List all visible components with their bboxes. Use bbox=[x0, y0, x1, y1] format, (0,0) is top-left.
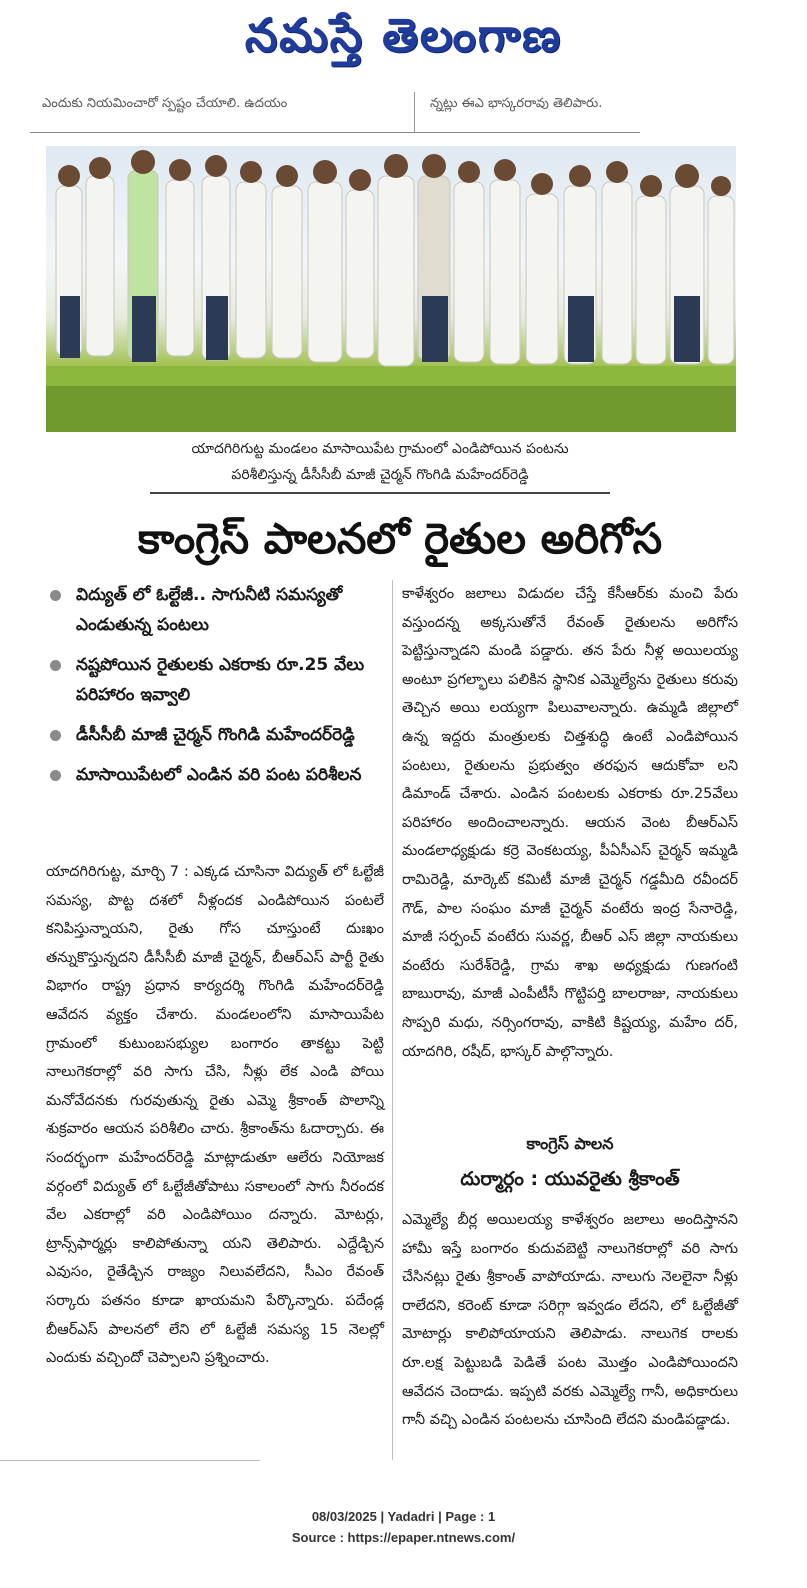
bottom-divider bbox=[0, 1460, 260, 1461]
highlight-item bbox=[50, 580, 395, 640]
highlight-item bbox=[50, 760, 395, 790]
highlights-list bbox=[50, 580, 395, 800]
highlight-text: మాసాయిపేటలో ఎండిన వరి పంట పరిశీలన bbox=[76, 765, 362, 785]
bullet-dot-icon bbox=[50, 660, 61, 671]
newspaper-logo: నమస్తే తెలంగాణ bbox=[244, 8, 563, 62]
previous-article-strip bbox=[30, 92, 640, 133]
sidebar-kicker: కాంగ్రెస్ పాలన bbox=[526, 1134, 614, 1153]
column-divider bbox=[392, 580, 393, 1460]
sidebar-body: ఎమ్మెల్యే బీర్ల అయిలయ్య కాళేశ్వరం జలాలు అందిస్తానని హామీ ఇస్తే బంగారం కుదువబెట్టి నాలుగెకరాల్లో వరి సాగు చేసినట్లు రైతు శ్రీకాంత్ వాపోయాడు. నాలుగు నెలలైనా నీళ్లు రాలేదని, కరెంట్ కూడా సరిగ్గా ఇవ్వడం లేదని, లో ఓల్టేజీతో మోటార్లు కాలిపోయాయని తెలిపాడు. నాలుగెక రాలకు రూ.లక్ష పెట్టుబడి పెడితే పంట మొత్తం ఎండిపోయిందని ఆవేదన చెందాడు. ఇప్పటి వరకు ఎమ్మెల్యే గానీ, అధికారులు గానీ వచ్చి ఎండిన పంటలను చూసింది లేదని మండిపడ్డాడు. bbox=[402, 1212, 738, 1429]
strip-divider bbox=[414, 92, 415, 132]
strip-right-text: న్నట్లు ఈఎ భాస్కరరావు తెలిపారు. bbox=[430, 96, 603, 111]
strip-left-text: ఎందుకు నియమించారో స్పష్టం చేయాలి. ఉదయం bbox=[42, 96, 288, 111]
masthead bbox=[0, 0, 807, 80]
source-link[interactable]: Source : https://epaper.ntnews.com/ bbox=[291, 1530, 516, 1545]
photo-caption bbox=[150, 436, 610, 494]
photo-illustration bbox=[46, 146, 736, 432]
headline: కాంగ్రెస్ పాలనలో రైతుల అరిగోస bbox=[137, 514, 663, 563]
highlight-text: డీసీసీబీ మాజీ చైర్మన్ గొంగిడి మహేందర్‌రెడ్డి bbox=[76, 725, 355, 745]
highlight-text: విద్యుత్ లో ఓల్టేజీ.. సాగునీటి సమస్యతో ఎండుతున్న పంటలు bbox=[76, 585, 343, 635]
edition-info: 08/03/2025 | Yadadri | Page : 1 bbox=[311, 1509, 496, 1524]
bullet-dot-icon bbox=[50, 730, 61, 741]
article-body-right: కాళేశ్వరం జలాలు విడుదల చేస్తే కేసీఆర్‌కు మంచి పేరు వస్తుందన్న అక్కసుతోనే రేవంత్ రైతులను అరిగోస పెట్టిస్తున్నాడని మండి పడ్డారు. తన పేరు నీళ్ల అయిలయ్య అంటూ ప్రగల్భాలు పలికిన స్థానిక ఎమ్మెల్యేను రైతులు కరువు తెచ్చిన అయి లయ్యగా పిలువాలన్నారు. ఉమ్మడి జిల్లాలో ఉన్న ఇద్దరు మంత్రులకు చిత్తశుద్ధి ఉంటే ఎండిపోయిన పంటలు, రైతులను ప్రభుత్వం తరఫున ఆదుకోవా లని డిమాండ్ చేశారు. ఎండిన పంటలకు ఎకరాకు రూ.25వేలు పరిహారం అందించాలన్నారు. ఆయన వెంట బీఆర్‌ఎస్ మండలాధ్యక్షుడు కర్రె వెంకటయ్య, పీఏసీఎస్ చైర్మన్ ఇమ్మడి రామిరెడ్డి, మార్కెట్ కమిటీ మాజీ చైర్మన్ గడ్డమీది రవీందర్ గౌడ్, పాల సంఘం మాజీ చైర్మన్ వంటేరు ఇంద్ర సేనారెడ్డి, మాజీ సర్పంచ్ వంటేరు సువర్ణ, బీఆర్ ఎస్ జిల్లా నాయకులు వంటేరు సురేశ్‌రెడ్డి, గ్రామ శాఖ అధ్యక్షుడు గుణగంటి బాబురావు, మాజీ ఎంపీటీసీ గొట్టిపర్తి బాలరాజు, నాయకులు సొప్పరి మధు, నర్సింగరావు, వాకిటి కిష్టయ్య, మహేం దర్, యాదగిరి, రషీద్, భాస్కర్ పాల్గొన్నారు. bbox=[402, 586, 738, 1060]
caption-line-2: పరిశీలిస్తున్న డీసీసీబీ మాజీ చైర్మన్ గొంగిడి మహేందర్‌రెడ్డి bbox=[231, 467, 529, 483]
news-photo bbox=[46, 146, 736, 432]
highlight-item bbox=[50, 720, 395, 750]
article-body-left: యాదగిరిగుట్ట, మార్చి 7 : ఎక్కడ చూసినా విద్యుత్ లో ఓల్టేజీ సమస్య, పొట్ట దశలో నీళ్లందక ఎండిపోయిన పంటలే కనిపిస్తున్నాయని, రైతు గోస చూస్తుంటే దుఃఖం తన్నుకొస్తున్నదని డీసీసీబీ మాజీ చైర్మన్, బీఆర్‌ఎస్ పార్టీ రైతు విభాగం రాష్ట్ర ప్రధాన కార్యదర్శి గొంగిడి మహేందర్‌రెడ్డి ఆవేదన వ్యక్తం చేశారు. మండలంలోని మాసాయిపేట గ్రామంలో కుటుంబసభ్యుల బంగారం తాకట్టు పెట్టి నాలుగెకరాల్లో వరి సాగు చేసి, నీళ్లు లేక ఎండి పోయి మనోవేదనకు గురవుతున్న రైతు ఎమ్మె శ్రీకాంత్ పొలాన్ని శుక్రవారం ఆయన పరిశీలిం చారు. శ్రీకాంత్‌ను ఓదార్చారు. ఈ సందర్భంగా మహేందర్‌రెడ్డి మాట్లాడుతూ ఆలేరు నియోజక వర్గంలో విద్యుత్ లో ఓల్టేజీతోపాటు సకాలంలో సాగు నీరందక వేల ఎకరాల్లో వరి ఎండిపోయిం దన్నారు. మోటర్లు, ట్రాన్స్‌ఫార్మర్లు కాలిపోతున్నా యని తెలిపారు. ఎద్దేడ్చిన ఎవుసం, రైతేడ్చిన రాజ్యం నిలువలేదని, సీఎం రేవంత్ సర్కారు పతనం కూడా ఖాయమని పేర్కొన్నారు. పదేండ్ల బీఆర్‌ఎస్ పాలనలో లేని లో ఓల్టేజీ సమస్య 15 నెలల్లో ఎందుకు వచ్చిందో చెప్పాలని ప్రశ్నించారు. bbox=[46, 864, 384, 1367]
sidebar-headline: దుర్మార్గం : యువరైతు శ్రీకాంత్ bbox=[460, 1168, 680, 1190]
highlight-item bbox=[50, 650, 395, 710]
page-footer bbox=[0, 1506, 807, 1548]
bullet-dot-icon bbox=[50, 770, 61, 781]
bullet-dot-icon bbox=[50, 590, 61, 601]
highlight-text: నష్టపోయిన రైతులకు ఎకరాకు రూ.25 వేలు పరిహారం ఇవ్వాలి bbox=[76, 655, 365, 705]
caption-line-1: యాదగిరిగుట్ట మండలం మాసాయిపేట గ్రామంలో ఎండిపోయిన పంటను bbox=[191, 441, 569, 457]
